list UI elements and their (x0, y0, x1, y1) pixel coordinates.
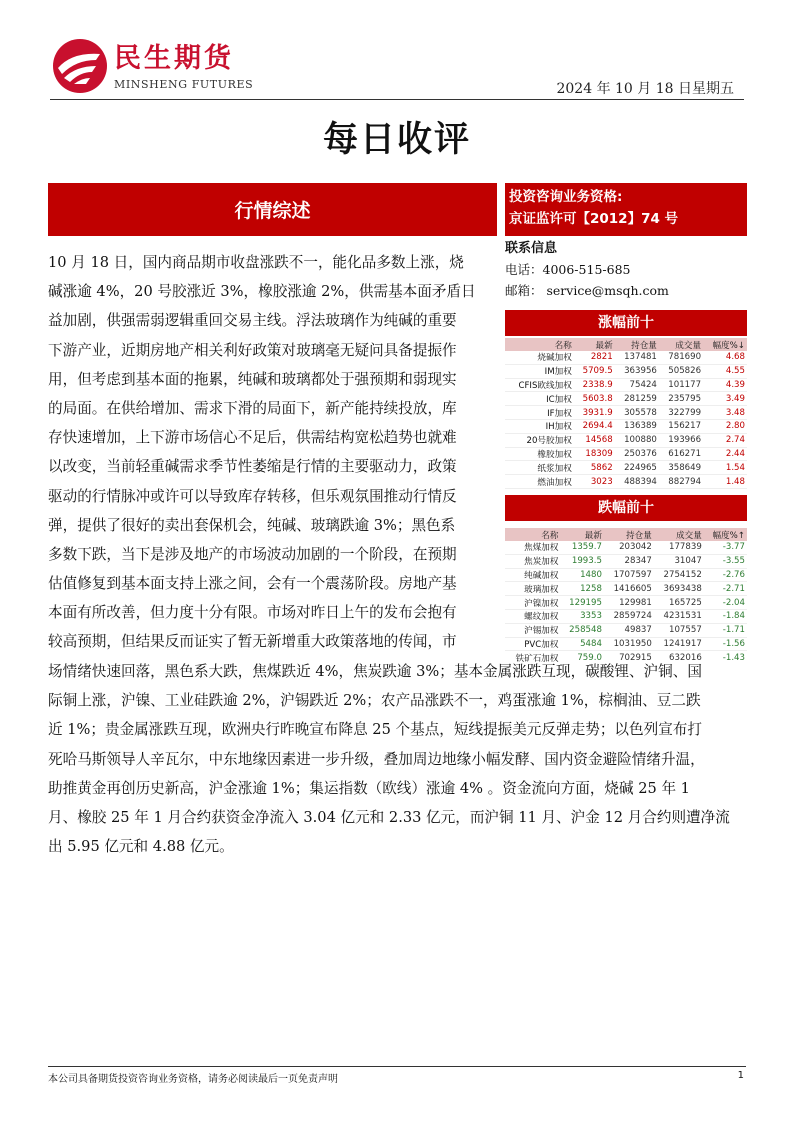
table-cell: 203042 (604, 541, 654, 554)
table-cell: 5484 (560, 637, 603, 651)
table-cell: 781690 (659, 351, 703, 364)
text-line: 场情绪快速回落，黑色系大跌，焦煤跌近 4%，焦炭跌逾 3%；基本金属涨跌互现，碳酸锂、沪铜、国 (48, 663, 702, 680)
column-header: 名称 (505, 338, 574, 351)
contact-heading: 联系信息 (505, 241, 558, 256)
top-gainers-title: 涨幅前十 (505, 310, 747, 336)
table-cell: 488394 (615, 475, 659, 489)
table-cell: -1.43 (704, 651, 747, 664)
table-row (505, 461, 747, 475)
table-cell: 1031950 (604, 637, 654, 651)
text-line: 较高预期，但结果反而证实了暂无新增重大政策落地的传闻，市 (48, 633, 457, 651)
table-cell: 螺纹加权 (505, 609, 560, 623)
table-cell: 1359.7 (560, 541, 603, 554)
top-losers-title: 跌幅前十 (505, 495, 747, 521)
table-cell: 129195 (560, 596, 603, 610)
table-row (505, 447, 747, 461)
table-cell: 2.80 (703, 419, 747, 433)
text-line: 10 月 18 日，国内商品期市收盘涨跌不一，能化品多数上涨，烧 (48, 254, 464, 271)
table-cell: 2694.4 (574, 419, 615, 433)
table-cell: 137481 (615, 351, 659, 364)
table-cell: 1480 (560, 568, 603, 582)
text-line: 月、橡胶 25 年 1 月合约获资金净流入 3.04 亿元和 2.33 亿元，而沪铜 11 月、沪金 12 月合约则遭净流 (48, 808, 730, 826)
table-cell: 2821 (574, 351, 615, 364)
table-cell: 纸浆加权 (505, 461, 574, 475)
table-cell: 358649 (659, 461, 703, 475)
text-line: 用，但考虑到基本面的拖累，纯碱和玻璃都处于强预期和弱现实 (48, 370, 457, 388)
table-cell: 1.54 (703, 461, 747, 475)
page-number: 1 (737, 1070, 744, 1081)
text-line: 碱涨逾 4%，20 号胶涨近 3%，橡胶涨逾 2%，供需基本面矛盾日 (48, 283, 476, 301)
table-cell: 4231531 (654, 609, 704, 623)
column-header: 持仓量 (615, 338, 659, 351)
text-line: 本面有所改善，但力度十分有限。市场对昨日上午的发布会抱有 (48, 604, 457, 622)
market-review-text (48, 248, 498, 657)
table-cell: 18309 (574, 447, 615, 461)
column-header: 最新 (560, 528, 603, 541)
table-cell: 235795 (659, 392, 703, 406)
table-cell: CFIS欧线加权 (505, 378, 574, 392)
table-cell: 616271 (659, 447, 703, 461)
top-losers-table (505, 528, 747, 664)
table-cell: 281259 (615, 392, 659, 406)
table-cell: 20号胶加权 (505, 433, 574, 447)
table-cell: 2859724 (604, 609, 654, 623)
text-line: 益加剧，供强需弱逻辑重回交易主线。浮法玻璃作为纯碱的重要 (48, 312, 457, 330)
top-losers-table-wrap (505, 528, 747, 664)
table-cell: 4.55 (703, 364, 747, 378)
table-cell: 101177 (659, 378, 703, 392)
table-cell: 632016 (654, 651, 704, 664)
table-cell: -3.55 (704, 554, 747, 568)
brand-name-cn: 民生期货 (114, 43, 234, 74)
header-divider (50, 99, 744, 100)
table-cell: 1258 (560, 582, 603, 596)
table-cell: 28347 (604, 554, 654, 568)
footer-disclaimer: 本公司具备期货投资咨询业务资格，请务必阅读最后一页免责声明 (48, 1074, 338, 1085)
text-line: 的局面。在供给增加、需求下滑的局面下，新产能持续投放，库 (48, 399, 457, 417)
table-cell: 258548 (560, 623, 603, 637)
table-cell: 橡胶加权 (505, 447, 574, 461)
table-cell: 沪镍加权 (505, 596, 560, 610)
table-cell: 14568 (574, 433, 615, 447)
table-cell: 702915 (604, 651, 654, 664)
table-row (505, 554, 747, 568)
column-header: 成交量 (654, 528, 704, 541)
table-cell: 1993.5 (560, 554, 603, 568)
column-header: 名称 (505, 528, 560, 541)
table-cell: 224965 (615, 461, 659, 475)
table-row (505, 378, 747, 392)
table-cell: 177839 (654, 541, 704, 554)
table-row (505, 475, 747, 489)
table-cell: 烧碱加权 (505, 351, 574, 364)
text-line: 下游产业，近期房地产相关利好政策对玻璃毫无疑问具备提振作 (48, 341, 457, 359)
table-cell: 1707597 (604, 568, 654, 582)
table-row (505, 392, 747, 406)
table-cell: 75424 (615, 378, 659, 392)
table-cell: 3.48 (703, 406, 747, 420)
table-cell: 136389 (615, 419, 659, 433)
table-row (505, 582, 747, 596)
page-title: 每日收评 (322, 120, 471, 160)
table-cell: IH加权 (505, 419, 574, 433)
table-cell: IF加权 (505, 406, 574, 420)
section-title-market-review: 行情综述 (48, 183, 497, 236)
minsheng-logo-icon (50, 38, 110, 94)
table-row (505, 596, 747, 610)
table-cell: 纯碱加权 (505, 568, 560, 582)
market-review-text-continued (48, 657, 748, 861)
table-row (505, 609, 747, 623)
table-cell: 5862 (574, 461, 615, 475)
text-line: 弹，提供了很好的卖出套保机会，纯碱、玻璃跌逾 3%；黑色系 (48, 516, 456, 534)
table-cell: 5709.5 (574, 364, 615, 378)
footer-divider (48, 1066, 746, 1067)
table-cell: 107557 (654, 623, 704, 637)
table-row (505, 406, 747, 420)
column-header: 成交量 (659, 338, 703, 351)
table-cell: -1.56 (704, 637, 747, 651)
table-cell: 3023 (574, 475, 615, 489)
table-row (505, 351, 747, 364)
text-line: 以改变，当前轻重碱需求季节性萎缩是行情的主要驱动力，政策 (48, 458, 457, 476)
text-line: 死哈马斯领导人辛瓦尔，中东地缘因素进一步升级，叠加周边地缘小幅发酵、国内资金避险情绪升温， (48, 750, 705, 768)
table-cell: 322799 (659, 406, 703, 420)
table-cell: IC加权 (505, 392, 574, 406)
table-row (505, 364, 747, 378)
column-header: 幅度%↑ (704, 528, 747, 541)
table-cell: 焦煤加权 (505, 541, 560, 554)
table-row (505, 568, 747, 582)
table-cell: 铁矿石加权 (505, 651, 560, 664)
table-cell: 100880 (615, 433, 659, 447)
table-cell: 3.49 (703, 392, 747, 406)
text-line: 际铜上涨，沪镍、工业硅跌逾 2%，沪锡跌近 2%；农产品涨跌不一，鸡蛋涨逾 1%，棕榈油、豆二跌 (48, 692, 701, 710)
table-row (505, 623, 747, 637)
table-cell: 1.48 (703, 475, 747, 489)
qualification-line-2: 京证监许可【2012】74 号 (509, 211, 679, 227)
table-cell: 4.39 (703, 378, 747, 392)
contact-info (505, 238, 747, 301)
table-cell: 2.44 (703, 447, 747, 461)
text-line: 助推黄金再创历史新高，沪金涨逾 1%；集运指数（欧线）涨逾 4% 。资金流向方面，烧碱 25 年 1 (48, 779, 690, 797)
contact-email: 邮箱： service@msqh.com (505, 283, 669, 298)
table-cell: 3353 (560, 609, 603, 623)
table-cell: 156217 (659, 419, 703, 433)
table-cell: 焦炭加权 (505, 554, 560, 568)
text-line: 多数下跌，当下是涉及地产的市场波动加剧的一个阶段，在预期 (48, 545, 457, 563)
table-cell: 1416605 (604, 582, 654, 596)
table-cell: IM加权 (505, 364, 574, 378)
table-cell: 193966 (659, 433, 703, 447)
table-row (505, 651, 747, 664)
table-cell: -2.04 (704, 596, 747, 610)
table-cell: -1.84 (704, 609, 747, 623)
brand-name-en: MINSHENG FUTURES (114, 78, 254, 91)
table-cell: 1241917 (654, 637, 704, 651)
table-cell: 玻璃加权 (505, 582, 560, 596)
text-line: 存快速增加，上下游市场信心不足后，供需结构宽松趋势也就难 (48, 429, 457, 447)
report-date: 2024 年 10 月 18 日星期五 (556, 81, 734, 97)
table-cell: 250376 (615, 447, 659, 461)
qualification-box (505, 183, 747, 236)
table-cell: 3693438 (654, 582, 704, 596)
table-cell: 49837 (604, 623, 654, 637)
table-cell: 505826 (659, 364, 703, 378)
table-cell: 759.0 (560, 651, 603, 664)
text-line: 驱动的行情脉冲或许可以导致库存转移，但乐观氛围推动行情反 (48, 487, 457, 505)
table-cell: 燃油加权 (505, 475, 574, 489)
top-gainers-table (505, 338, 747, 489)
column-header: 持仓量 (604, 528, 654, 541)
table-row (505, 541, 747, 554)
table-cell: 882794 (659, 475, 703, 489)
table-cell: -2.71 (704, 582, 747, 596)
table-cell: 305578 (615, 406, 659, 420)
table-header-row (505, 338, 747, 351)
table-cell: 2338.9 (574, 378, 615, 392)
table-cell: 3931.9 (574, 406, 615, 420)
table-cell: 4.68 (703, 351, 747, 364)
text-line: 出 5.95 亿元和 4.88 亿元。 (48, 838, 234, 856)
table-cell: 129981 (604, 596, 654, 610)
table-cell: 31047 (654, 554, 704, 568)
table-cell: -3.77 (704, 541, 747, 554)
text-line: 估值修复到基本面支持上涨之间，会有一个震荡阶段。房地产基 (48, 575, 457, 593)
table-cell: 5603.8 (574, 392, 615, 406)
table-cell: -2.76 (704, 568, 747, 582)
text-line: 近 1%；贵金属涨跌互现，欧洲央行昨晚宣布降息 25 个基点，短线提振美元反弹走势；以色列宣布打 (48, 721, 702, 739)
contact-phone: 电话：4006-515-685 (505, 262, 631, 277)
table-cell: PVC加权 (505, 637, 560, 651)
column-header: 最新 (574, 338, 615, 351)
table-row (505, 637, 747, 651)
table-row (505, 419, 747, 433)
table-cell: -1.71 (704, 623, 747, 637)
column-header: 幅度%↓ (703, 338, 747, 351)
table-cell: 363956 (615, 364, 659, 378)
table-row (505, 433, 747, 447)
table-cell: 2754152 (654, 568, 704, 582)
table-cell: 165725 (654, 596, 704, 610)
table-header-row (505, 528, 747, 541)
qualification-line-1: 投资咨询业务资格: (509, 189, 623, 205)
table-cell: 沪锡加权 (505, 623, 560, 637)
table-cell: 2.74 (703, 433, 747, 447)
